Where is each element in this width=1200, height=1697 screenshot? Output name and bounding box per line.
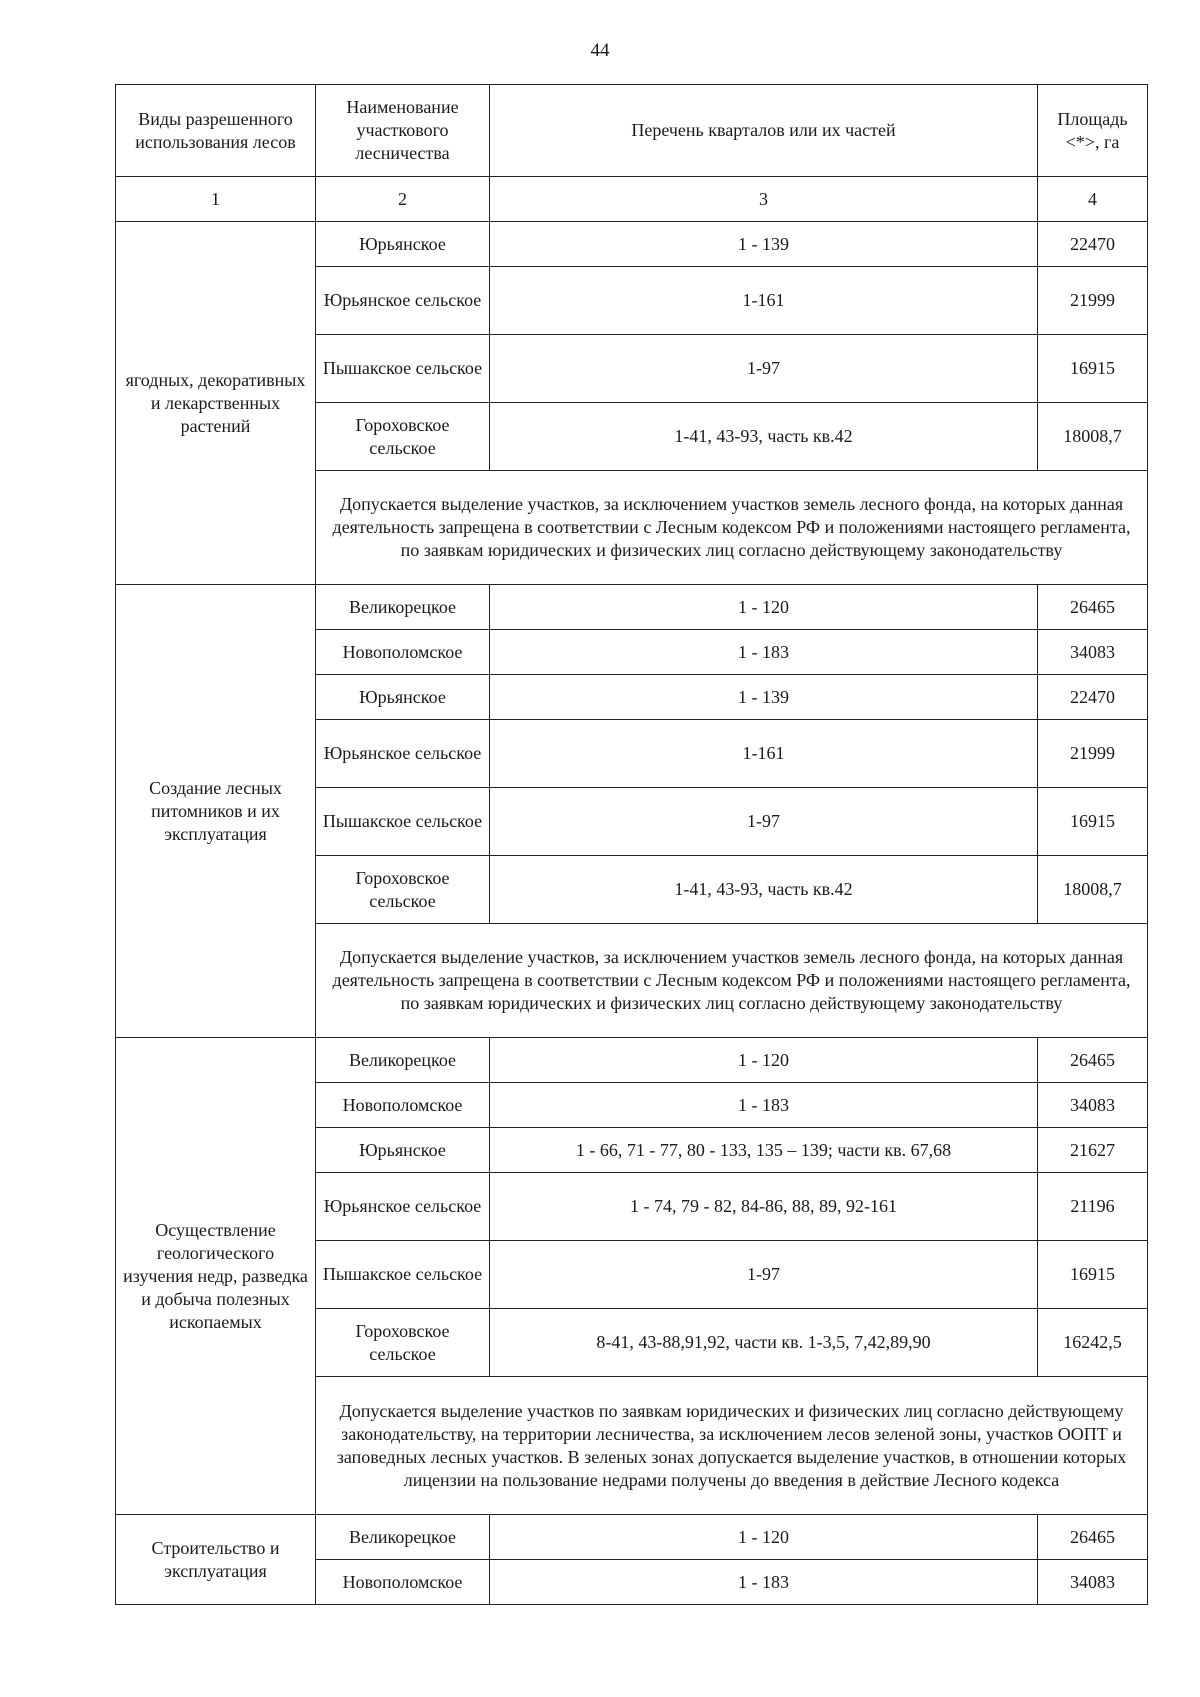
header-forestry: Наименование участкового лесничества — [316, 85, 490, 177]
area-value: 26465 — [1038, 1038, 1148, 1083]
column-number: 4 — [1038, 177, 1148, 222]
section-note: Допускается выделение участков, за исключением участков земель лесного фонда, на которых данная деятельность запрещена в соответствии с Лесным кодексом РФ и положениями настоящего регламента, по заявкам юридических и физических лиц согласно действующему законодательству — [316, 471, 1148, 585]
page-number: 44 — [590, 40, 610, 61]
forestry-name: Юрьянское сельское — [316, 1173, 490, 1241]
forestry-name: Великорецкое — [316, 1515, 490, 1560]
forestry-name: Новополомское — [316, 1560, 490, 1605]
header-row — [116, 85, 1148, 177]
area-value: 26465 — [1038, 585, 1148, 630]
area-value: 21999 — [1038, 720, 1148, 788]
quarters-list: 1-97 — [490, 1241, 1038, 1309]
area-value: 22470 — [1038, 675, 1148, 720]
quarters-list: 1 - 74, 79 - 82, 84-86, 88, 89, 92-161 — [490, 1173, 1038, 1241]
area-value: 16915 — [1038, 788, 1148, 856]
quarters-list: 1-97 — [490, 335, 1038, 403]
use-kind-cell: Строительство и эксплуатация — [116, 1515, 316, 1605]
quarters-list: 1-97 — [490, 788, 1038, 856]
forestry-name: Гороховское сельское — [316, 403, 490, 471]
quarters-list: 1 - 183 — [490, 1083, 1038, 1128]
forestry-name: Юрьянское — [316, 1128, 490, 1173]
column-number: 2 — [316, 177, 490, 222]
area-value: 34083 — [1038, 1083, 1148, 1128]
area-value: 21999 — [1038, 267, 1148, 335]
header-quarters: Перечень кварталов или их частей — [490, 85, 1038, 177]
table-row — [116, 585, 1148, 630]
forestry-name: Великорецкое — [316, 1038, 490, 1083]
forestry-name: Гороховское сельское — [316, 856, 490, 924]
quarters-list: 1 - 183 — [490, 1560, 1038, 1605]
forestry-name: Новополомское — [316, 1083, 490, 1128]
quarters-list: 1 - 139 — [490, 675, 1038, 720]
area-value: 16242,5 — [1038, 1309, 1148, 1377]
forestry-name: Юрьянское сельское — [316, 267, 490, 335]
area-value: 34083 — [1038, 630, 1148, 675]
quarters-list: 1-41, 43-93, часть кв.42 — [490, 856, 1038, 924]
forestry-name: Пышакское сельское — [316, 335, 490, 403]
table-row — [116, 222, 1148, 267]
table-row — [116, 1038, 1148, 1083]
quarters-list: 1 - 183 — [490, 630, 1038, 675]
header-kind: Виды разрешенного использования лесов — [116, 85, 316, 177]
section-note: Допускается выделение участков по заявкам юридических и физических лиц согласно действующему законодательству, на территории лесничества, за исключением лесов зеленой зоны, участков ООПТ и заповедных лесных участков. В зеленых зонах допускается выделение участков, в отношении которых лицензии на пользование недрами получены до введения в действие Лесного кодекса — [316, 1377, 1148, 1515]
area-value: 34083 — [1038, 1560, 1148, 1605]
quarters-list: 1-161 — [490, 267, 1038, 335]
forestry-name: Пышакское сельское — [316, 788, 490, 856]
forestry-name: Гороховское сельское — [316, 1309, 490, 1377]
quarters-list: 1-161 — [490, 720, 1038, 788]
forestry-name: Великорецкое — [316, 585, 490, 630]
area-value: 21627 — [1038, 1128, 1148, 1173]
forest-use-table — [115, 84, 1148, 1605]
use-kind-cell: Осуществление геологического изучения недр, разведка и добыча полезных ископаемых — [116, 1038, 316, 1515]
quarters-list: 1 - 120 — [490, 585, 1038, 630]
quarters-list: 1 - 120 — [490, 1038, 1038, 1083]
forestry-name: Новополомское — [316, 630, 490, 675]
area-value: 18008,7 — [1038, 403, 1148, 471]
section-note: Допускается выделение участков, за исключением участков земель лесного фонда, на которых данная деятельность запрещена в соответствии с Лесным кодексом РФ и положениями настоящего регламента, по заявкам юридических и физических лиц согласно действующему законодательству — [316, 924, 1148, 1038]
header-area: Площадь <*>, га — [1038, 85, 1148, 177]
use-kind-cell: ягодных, декоративных и лекарственных растений — [116, 222, 316, 585]
column-number-row — [116, 177, 1148, 222]
forestry-name: Пышакское сельское — [316, 1241, 490, 1309]
use-kind-cell: Создание лесных питомников и их эксплуатация — [116, 585, 316, 1038]
table-row — [116, 1515, 1148, 1560]
quarters-list: 8-41, 43-88,91,92, части кв. 1-3,5, 7,42,89,90 — [490, 1309, 1038, 1377]
area-value: 22470 — [1038, 222, 1148, 267]
column-number: 1 — [116, 177, 316, 222]
area-value: 16915 — [1038, 1241, 1148, 1309]
forestry-name: Юрьянское — [316, 222, 490, 267]
area-value: 26465 — [1038, 1515, 1148, 1560]
forestry-name: Юрьянское сельское — [316, 720, 490, 788]
column-number: 3 — [490, 177, 1038, 222]
quarters-list: 1 - 66, 71 - 77, 80 - 133, 135 – 139; части кв. 67,68 — [490, 1128, 1038, 1173]
area-value: 21196 — [1038, 1173, 1148, 1241]
area-value: 16915 — [1038, 335, 1148, 403]
quarters-list: 1 - 120 — [490, 1515, 1038, 1560]
quarters-list: 1 - 139 — [490, 222, 1038, 267]
area-value: 18008,7 — [1038, 856, 1148, 924]
quarters-list: 1-41, 43-93, часть кв.42 — [490, 403, 1038, 471]
forestry-name: Юрьянское — [316, 675, 490, 720]
